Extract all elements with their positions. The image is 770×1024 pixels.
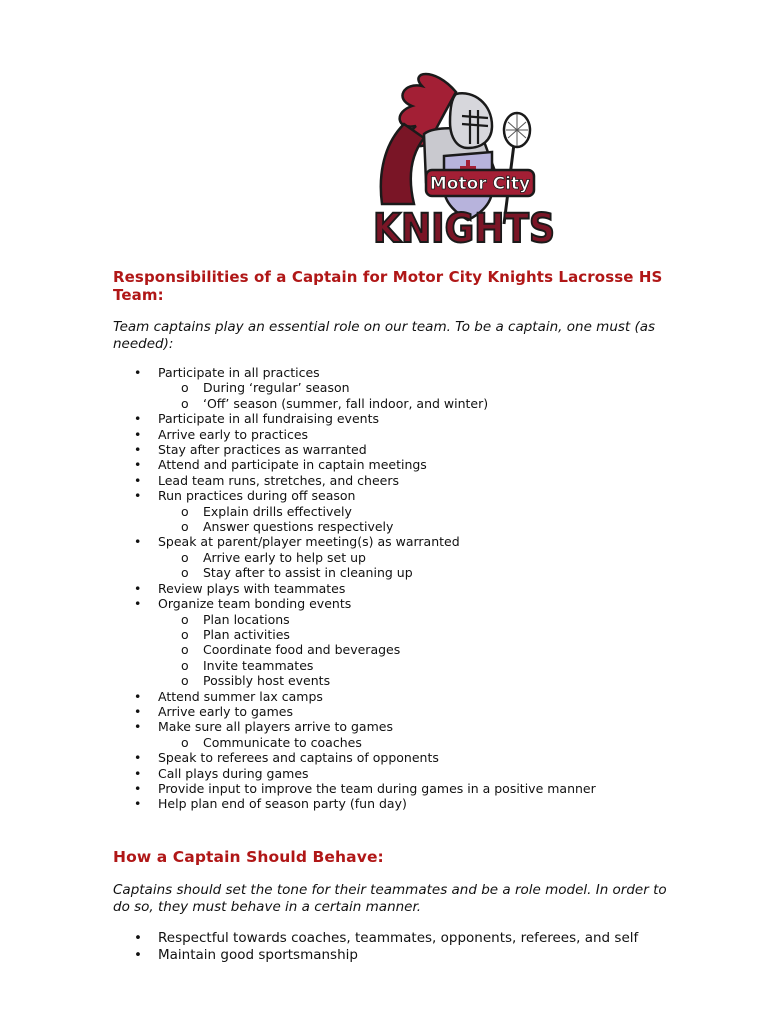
list-item: • Arrive early to practices bbox=[113, 427, 673, 442]
list-item: • Participate in all practices bbox=[113, 365, 673, 380]
list-item: • Stay after practices as warranted bbox=[113, 442, 673, 457]
list-item: • Speak to referees and captains of opponents bbox=[113, 750, 673, 765]
sub-list-item: o Plan locations bbox=[113, 612, 673, 627]
list-item: • Maintain good sportsmanship bbox=[113, 947, 673, 964]
list-item: • Organize team bonding events bbox=[113, 596, 673, 611]
list-item: • Call plays during games bbox=[113, 766, 673, 781]
list-item: • Provide input to improve the team during games in a positive manner bbox=[113, 781, 673, 796]
behavior-list bbox=[113, 930, 673, 964]
section-heading-responsibilities: Responsibilities of a Captain for Motor City Knights Lacrosse HS Team: bbox=[113, 268, 663, 304]
list-item: • Make sure all players arrive to games bbox=[113, 719, 673, 734]
list-item: • Review plays with teammates bbox=[113, 581, 673, 596]
sub-list-item: o During ‘regular’ season bbox=[113, 380, 673, 395]
list-item: • Help plan end of season party (fun day) bbox=[113, 796, 673, 811]
list-item: • Attend and participate in captain meetings bbox=[113, 457, 673, 472]
sub-list-item: o Answer questions respectively bbox=[113, 519, 673, 534]
list-item: • Lead team runs, stretches, and cheers bbox=[113, 473, 673, 488]
list-item: • Arrive early to games bbox=[113, 704, 673, 719]
sub-list-item: o Plan activities bbox=[113, 627, 673, 642]
sub-list-item: o Stay after to assist in cleaning up bbox=[113, 565, 673, 580]
section-heading-behavior: How a Captain Should Behave: bbox=[113, 847, 384, 866]
logo-text-knights: KNIGHTS bbox=[373, 206, 555, 252]
motor-city-knights-logo bbox=[364, 64, 564, 254]
sub-list-item: o Explain drills effectively bbox=[113, 504, 673, 519]
section-intro-behavior: Captains should set the tone for their teammates and be a role model. In order to do so, they must behave in a certain manner. bbox=[113, 881, 667, 915]
list-item: • Attend summer lax camps bbox=[113, 689, 673, 704]
logo-text-motor-city: Motor City bbox=[429, 174, 531, 194]
list-item: • Respectful towards coaches, teammates, opponents, referees, and self bbox=[113, 930, 673, 947]
responsibilities-list bbox=[113, 365, 673, 812]
sub-list-item: o Possibly host events bbox=[113, 673, 673, 688]
list-item: • Run practices during off season bbox=[113, 488, 673, 503]
sub-list-item: o Communicate to coaches bbox=[113, 735, 673, 750]
sub-list-item: o Arrive early to help set up bbox=[113, 550, 673, 565]
list-item: • Speak at parent/player meeting(s) as warranted bbox=[113, 534, 673, 549]
sub-list-item: o Coordinate food and beverages bbox=[113, 642, 673, 657]
sub-list-item: o Invite teammates bbox=[113, 658, 673, 673]
list-item: • Participate in all fundraising events bbox=[113, 411, 673, 426]
section-intro-responsibilities: Team captains play an essential role on our team. To be a captain, one must (as needed): bbox=[113, 319, 656, 352]
cape bbox=[381, 124, 424, 204]
sub-list-item: o ‘Off’ season (summer, fall indoor, and winter) bbox=[113, 396, 673, 411]
document-body bbox=[113, 268, 673, 964]
